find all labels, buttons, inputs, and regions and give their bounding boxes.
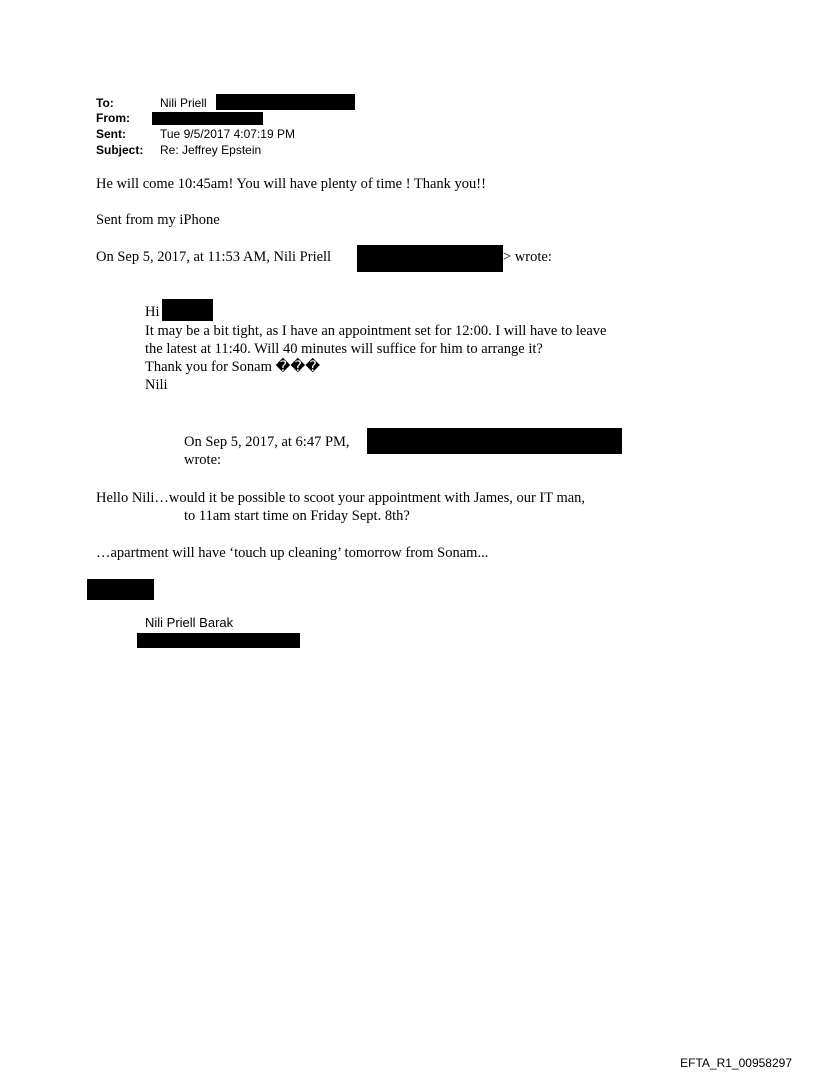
reply-text: He will come 10:45am! You will have plenty of time ! Thank you!! bbox=[96, 176, 486, 192]
quoted-greeting: Hi bbox=[145, 304, 160, 320]
quoted-line: It may be a bit tight, as I have an appointment set for 12:00. I will have to leave bbox=[145, 323, 607, 339]
redaction-box bbox=[162, 299, 213, 321]
quoted-line: Thank you for Sonam ��� bbox=[145, 359, 321, 375]
signature-name: Nili Priell Barak bbox=[145, 615, 234, 630]
quote-intro-suffix: > wrote: bbox=[503, 249, 552, 265]
quoted-line: the latest at 11:40. Will 40 minutes will suffice for him to arrange it? bbox=[145, 341, 543, 357]
redaction-box bbox=[87, 579, 154, 600]
from-label: From: bbox=[96, 111, 130, 125]
to-label: To: bbox=[96, 96, 114, 110]
redaction-box bbox=[216, 94, 355, 110]
sent-label: Sent: bbox=[96, 127, 126, 141]
original-line: …apartment will have ‘touch up cleaning’ tomorrow from Sonam... bbox=[96, 545, 489, 561]
redaction-box bbox=[152, 112, 263, 125]
quoted-sign: Nili bbox=[145, 377, 168, 393]
redaction-box bbox=[367, 428, 622, 454]
sent-from-signature: Sent from my iPhone bbox=[96, 212, 220, 228]
subject-value: Re: Jeffrey Epstein bbox=[160, 143, 262, 157]
quote-intro: On Sep 5, 2017, at 11:53 AM, Nili Priell bbox=[96, 249, 332, 265]
document-id: EFTA_R1_00958297 bbox=[680, 1056, 792, 1070]
sent-value: Tue 9/5/2017 4:07:19 PM bbox=[160, 127, 295, 141]
quote2-wrote: wrote: bbox=[184, 452, 222, 468]
subject-label: Subject: bbox=[96, 143, 144, 157]
redaction-box bbox=[137, 633, 300, 648]
original-line: Hello Nili…would it be possible to scoot your appointment with James, our IT man, bbox=[96, 490, 586, 506]
to-value: Nili Priell bbox=[160, 96, 207, 110]
quote2-intro: On Sep 5, 2017, at 6:47 PM, bbox=[184, 434, 350, 450]
redaction-box bbox=[357, 245, 503, 272]
original-line: to 11am start time on Friday Sept. 8th? bbox=[184, 508, 410, 524]
